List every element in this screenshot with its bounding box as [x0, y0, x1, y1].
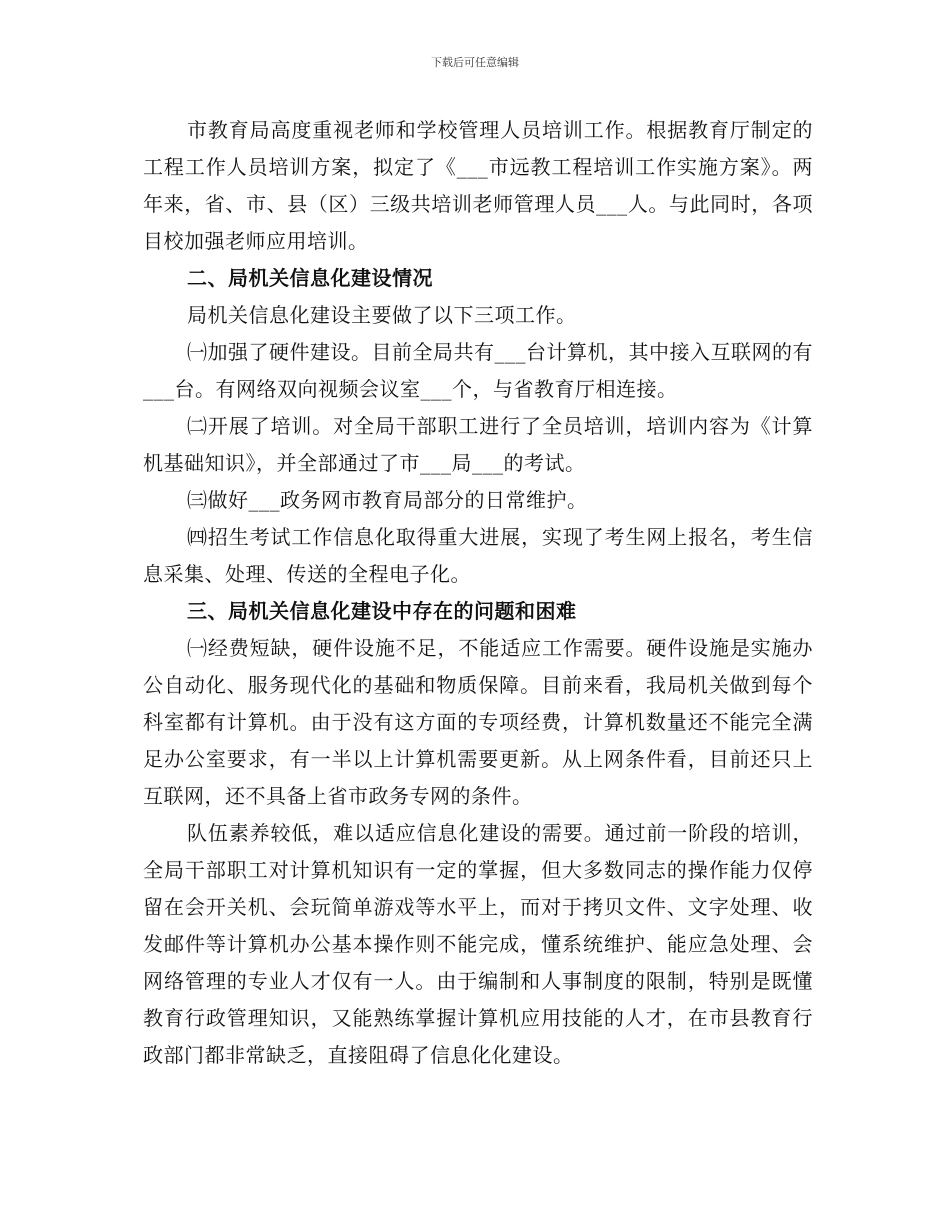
- paragraph-item-3: ㈢做好___政务网市教育局部分的日常维护。: [187, 488, 588, 512]
- paragraph-item-2: ㈡开展了培训。对全局干部职工进行了全员培训，培训内容为《计算机基础知识》，并全部通过了市___局___的考试。: [143, 414, 813, 475]
- paragraph-problem-2: 队伍素养较低，难以适应信息化建设的需要。通过前一阶段的培训，全局干部职工对计算机知识有一定的掌握，但大多数同志的操作能力仅停留在会开关机、会玩简单游戏等水平上，而对于拷贝文件、文字处理、收发邮件等计算机办公基本操作则不能完成，懂系统维护、能应急处理、会网络管理的专业人才仅有一人。由于编制和人事制度的限制，特别是既懂教育行政管理知识，又能熟练掌握计算机应用技能的人才，在市县教育行政部门都非常缺乏，直接阻碍了信息化化建设。: [143, 821, 813, 1067]
- page-header-note: 下载后可任意编辑: [431, 56, 519, 69]
- paragraph-intro: 局机关信息化建设主要做了以下三项工作。: [187, 303, 577, 327]
- paragraph-problem-1: ㈠经费短缺，硬件设施不足，不能适应工作需要。硬件设施是实施办公自动化、服务现代化的基础和物质保障。目前来看，我局机关做到每个科室都有计算机。由于没有这方面的专项经费，计算机数量还不能完全满足办公室要求，有一半以上计算机需要更新。从上网条件看，目前还只上互联网，还不具备上省市政务专网的条件。: [143, 636, 813, 808]
- paragraph-item-1: ㈠加强了硬件建设。目前全局共有___台计算机，其中接入互联网的有___台。有网络双向视频会议室___个，与省教育厅相连接。: [143, 340, 813, 401]
- paragraph-item-4: ㈣招生考试工作信息化取得重大进展，实现了考生网上报名，考生信息采集、处理、传送的全程电子化。: [143, 525, 813, 586]
- section-heading-3: 三、局机关信息化建设中存在的问题和困难: [187, 599, 577, 623]
- paragraph-training: 市教育局高度重视老师和学校管理人员培训工作。根据教育厅制定的工程工作人员培训方案，拟定了《___市远教工程培训工作实施方案》。两年来，省、市、县（区）三级共培训老师管理人员___人。与此同时，各项目校加强老师应用培训。: [143, 118, 813, 253]
- section-heading-2: 二、局机关信息化建设情况: [187, 266, 433, 290]
- document-body: [143, 112, 813, 1074]
